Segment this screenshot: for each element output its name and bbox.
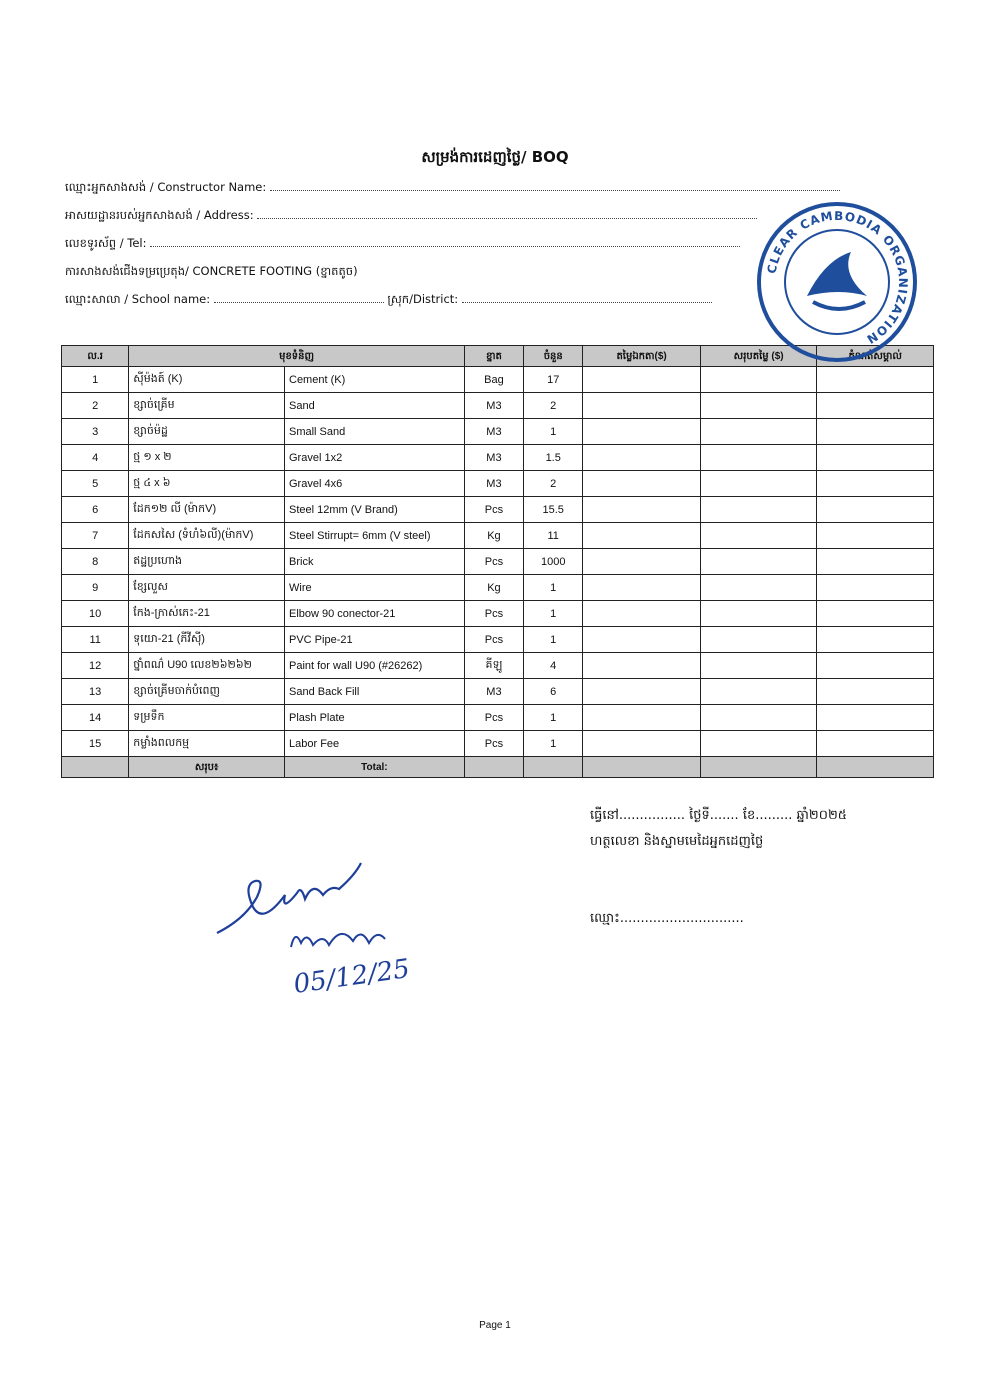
signature-date: 05/12/25 (291, 953, 412, 1000)
item-quantity: 1 (524, 627, 583, 653)
table-row (62, 445, 934, 471)
remarks-cell (817, 549, 934, 575)
item-quantity: 1 (524, 705, 583, 731)
unit-price-cell (583, 549, 701, 575)
item-name-kh: ខ្សែលួស (129, 575, 285, 601)
constructor-name-blank (270, 180, 840, 191)
school-name-blank (214, 292, 384, 303)
total-price-cell (700, 601, 817, 627)
total-price-cell (700, 497, 817, 523)
total-cell-blank (583, 757, 701, 778)
row-number: 12 (62, 653, 129, 679)
item-unit: M3 (464, 419, 523, 445)
constructor-name-label: ឈ្មោះអ្នកសាងសង់ / Constructor Name: (65, 180, 267, 194)
organization-stamp (755, 200, 919, 364)
total-label-en: Total: (285, 757, 465, 778)
page-number: Page 1 (479, 1320, 511, 1331)
total-price-cell (700, 627, 817, 653)
table-row (62, 393, 934, 419)
item-name-en: Sand (285, 393, 465, 419)
item-name-kh: ស៊ីម៉ងត៍ (K) (129, 367, 285, 393)
unit-price-cell (583, 445, 701, 471)
item-unit: Kg (464, 523, 523, 549)
total-cell-blank (464, 757, 523, 778)
table-row (62, 549, 934, 575)
date-line: ធ្វើនៅ................ ថ្ងៃទី....... ខែ......... ឆ្នាំ២០២៥ (590, 808, 847, 823)
total-price-cell (700, 393, 817, 419)
remarks-cell (817, 523, 934, 549)
row-number: 11 (62, 627, 129, 653)
item-name-en: Plash Plate (285, 705, 465, 731)
item-quantity: 1.5 (524, 445, 583, 471)
item-unit: Pcs (464, 497, 523, 523)
item-name-en: Gravel 1x2 (285, 445, 465, 471)
table-row (62, 679, 934, 705)
district-label: ស្រុក/District: (387, 292, 459, 306)
boq-table (61, 345, 934, 778)
row-number: 2 (62, 393, 129, 419)
tel-line (65, 236, 740, 253)
item-quantity: 4 (524, 653, 583, 679)
item-quantity: 1000 (524, 549, 583, 575)
item-name-kh: ថ្ម ៤ x ៦ (129, 471, 285, 497)
remarks-cell (817, 705, 934, 731)
row-number: 9 (62, 575, 129, 601)
item-unit: Kg (464, 575, 523, 601)
item-name-kh: កម្លាំងពលកម្ម (129, 731, 285, 757)
total-cell-blank (524, 757, 583, 778)
table-row (62, 367, 934, 393)
total-price-cell (700, 471, 817, 497)
item-quantity: 1 (524, 731, 583, 757)
col-item: មុខទំនិញ (129, 346, 465, 367)
remarks-cell (817, 497, 934, 523)
total-price-cell (700, 419, 817, 445)
item-unit: Pcs (464, 549, 523, 575)
item-unit: Pcs (464, 705, 523, 731)
unit-price-cell (583, 471, 701, 497)
item-quantity: 1 (524, 575, 583, 601)
remarks-cell (817, 679, 934, 705)
row-number: 13 (62, 679, 129, 705)
total-price-cell (700, 731, 817, 757)
school-name-label: ឈ្មោះសាលា / School name: (65, 292, 211, 306)
total-cell-blank (700, 757, 817, 778)
item-unit: M3 (464, 679, 523, 705)
school-line (65, 292, 712, 309)
item-name-kh: ដែក១២ លី (ម៉ាកV) (129, 497, 285, 523)
address-line (65, 208, 757, 225)
item-name-en: Sand Back Fill (285, 679, 465, 705)
total-price-cell (700, 549, 817, 575)
total-price-cell (700, 367, 817, 393)
col-no: ល.រ (62, 346, 129, 367)
table-row (62, 575, 934, 601)
handwritten-signature (205, 855, 415, 1005)
table-row (62, 731, 934, 757)
remarks-cell (817, 367, 934, 393)
item-name-en: Elbow 90 conector-21 (285, 601, 465, 627)
page-title: សម្រង់ការដេញថ្លៃ/ BOQ (421, 148, 569, 166)
unit-price-cell (583, 627, 701, 653)
item-unit: Pcs (464, 731, 523, 757)
item-unit: M3 (464, 393, 523, 419)
unit-price-cell (583, 679, 701, 705)
col-remarks: កំណត់សម្គាល់ (817, 346, 934, 367)
unit-price-cell (583, 393, 701, 419)
table-row (62, 419, 934, 445)
table-row (62, 653, 934, 679)
address-blank (257, 208, 757, 219)
table-row (62, 523, 934, 549)
unit-price-cell (583, 731, 701, 757)
stamp-text: CLEAR CAMBODIA ORGANIZATION (764, 208, 911, 347)
total-price-cell (700, 653, 817, 679)
total-price-cell (700, 679, 817, 705)
item-quantity: 1 (524, 601, 583, 627)
remarks-cell (817, 419, 934, 445)
district-blank (462, 292, 712, 303)
table-row (62, 627, 934, 653)
row-number: 14 (62, 705, 129, 731)
item-name-kh: ដែកសសៃ (ទំហំ៦លី)(ម៉ាកV) (129, 523, 285, 549)
row-number: 1 (62, 367, 129, 393)
item-quantity: 15.5 (524, 497, 583, 523)
remarks-cell (817, 471, 934, 497)
item-unit: M3 (464, 471, 523, 497)
col-unit: ខ្នាត (464, 346, 523, 367)
item-quantity: 11 (524, 523, 583, 549)
item-name-kh: ថ្ម ១ x ២ (129, 445, 285, 471)
unit-price-cell (583, 497, 701, 523)
remarks-cell (817, 601, 934, 627)
item-quantity: 6 (524, 679, 583, 705)
item-unit: Pcs (464, 601, 523, 627)
total-price-cell (700, 575, 817, 601)
table-row (62, 497, 934, 523)
row-number: 10 (62, 601, 129, 627)
row-number: 5 (62, 471, 129, 497)
item-name-en: Steel 12mm (V Brand) (285, 497, 465, 523)
item-quantity: 17 (524, 367, 583, 393)
item-name-en: PVC Pipe-21 (285, 627, 465, 653)
item-name-en: Wire (285, 575, 465, 601)
unit-price-cell (583, 653, 701, 679)
signature-label: ហត្ថលេខា និងស្នាមមេដៃអ្នកដេញថ្លៃ (590, 834, 764, 849)
item-unit: គីឡូ (464, 653, 523, 679)
item-quantity: 1 (524, 419, 583, 445)
col-unit-price: តម្លៃឯកតា($) (583, 346, 701, 367)
row-number: 8 (62, 549, 129, 575)
total-price-cell (700, 523, 817, 549)
item-unit: Pcs (464, 627, 523, 653)
project-line: ការសាងសង់ជើងទម្រប្រេតុង/ CONCRETE FOOTING (ខ្នាតតូច) (65, 264, 358, 278)
item-name-en: Small Sand (285, 419, 465, 445)
item-name-kh: ទុយោ-21 (ភីវីស៊ី) (129, 627, 285, 653)
row-number: 6 (62, 497, 129, 523)
total-cell-blank (62, 757, 129, 778)
item-name-kh: កែង-ក្រាស់ភេះ-21 (129, 601, 285, 627)
item-name-kh: ថ្នាំពណ៌ U90 លេខ២៦២៦២ (129, 653, 285, 679)
constructor-name-line (65, 180, 840, 197)
table-row (62, 601, 934, 627)
unit-price-cell (583, 367, 701, 393)
table-row (62, 705, 934, 731)
item-name-en: Steel Stirrupt= 6mm (V steel) (285, 523, 465, 549)
remarks-cell (817, 445, 934, 471)
item-name-en: Labor Fee (285, 731, 465, 757)
item-unit: Bag (464, 367, 523, 393)
unit-price-cell (583, 601, 701, 627)
row-number: 7 (62, 523, 129, 549)
total-price-cell (700, 445, 817, 471)
total-row (62, 757, 934, 778)
item-name-en: Paint for wall U90 (#26262) (285, 653, 465, 679)
total-price-cell (700, 705, 817, 731)
item-unit: M3 (464, 445, 523, 471)
total-cell-blank (817, 757, 934, 778)
address-label: អាសយដ្ឋានរបស់អ្នកសាងសង់ / Address: (65, 208, 254, 222)
remarks-cell (817, 731, 934, 757)
col-total-price: សរុបតម្លៃ ($) (700, 346, 817, 367)
item-quantity: 2 (524, 393, 583, 419)
row-number: 15 (62, 731, 129, 757)
total-label-kh: សរុប៖ (129, 757, 285, 778)
item-name-kh: ទម្រទឹក (129, 705, 285, 731)
row-number: 4 (62, 445, 129, 471)
item-quantity: 2 (524, 471, 583, 497)
tel-label: លេខទូរស័ព្ទ / Tel: (65, 236, 147, 250)
name-line: ឈ្មោះ.............................. (590, 911, 744, 926)
item-name-kh: ខ្សាច់គ្រើមចាក់បំពេញ (129, 679, 285, 705)
remarks-cell (817, 393, 934, 419)
unit-price-cell (583, 523, 701, 549)
unit-price-cell (583, 575, 701, 601)
tel-blank (150, 236, 740, 247)
item-name-kh: ឥដ្ឋប្រហោង (129, 549, 285, 575)
item-name-en: Cement (K) (285, 367, 465, 393)
item-name-en: Gravel 4x6 (285, 471, 465, 497)
item-name-en: Brick (285, 549, 465, 575)
unit-price-cell (583, 419, 701, 445)
remarks-cell (817, 627, 934, 653)
col-qty: ចំនួន (524, 346, 583, 367)
unit-price-cell (583, 705, 701, 731)
item-name-kh: ខ្សាច់ម៉ដ្ឋ (129, 419, 285, 445)
row-number: 3 (62, 419, 129, 445)
remarks-cell (817, 575, 934, 601)
item-name-kh: ខ្សាច់គ្រើម (129, 393, 285, 419)
remarks-cell (817, 653, 934, 679)
table-row (62, 471, 934, 497)
